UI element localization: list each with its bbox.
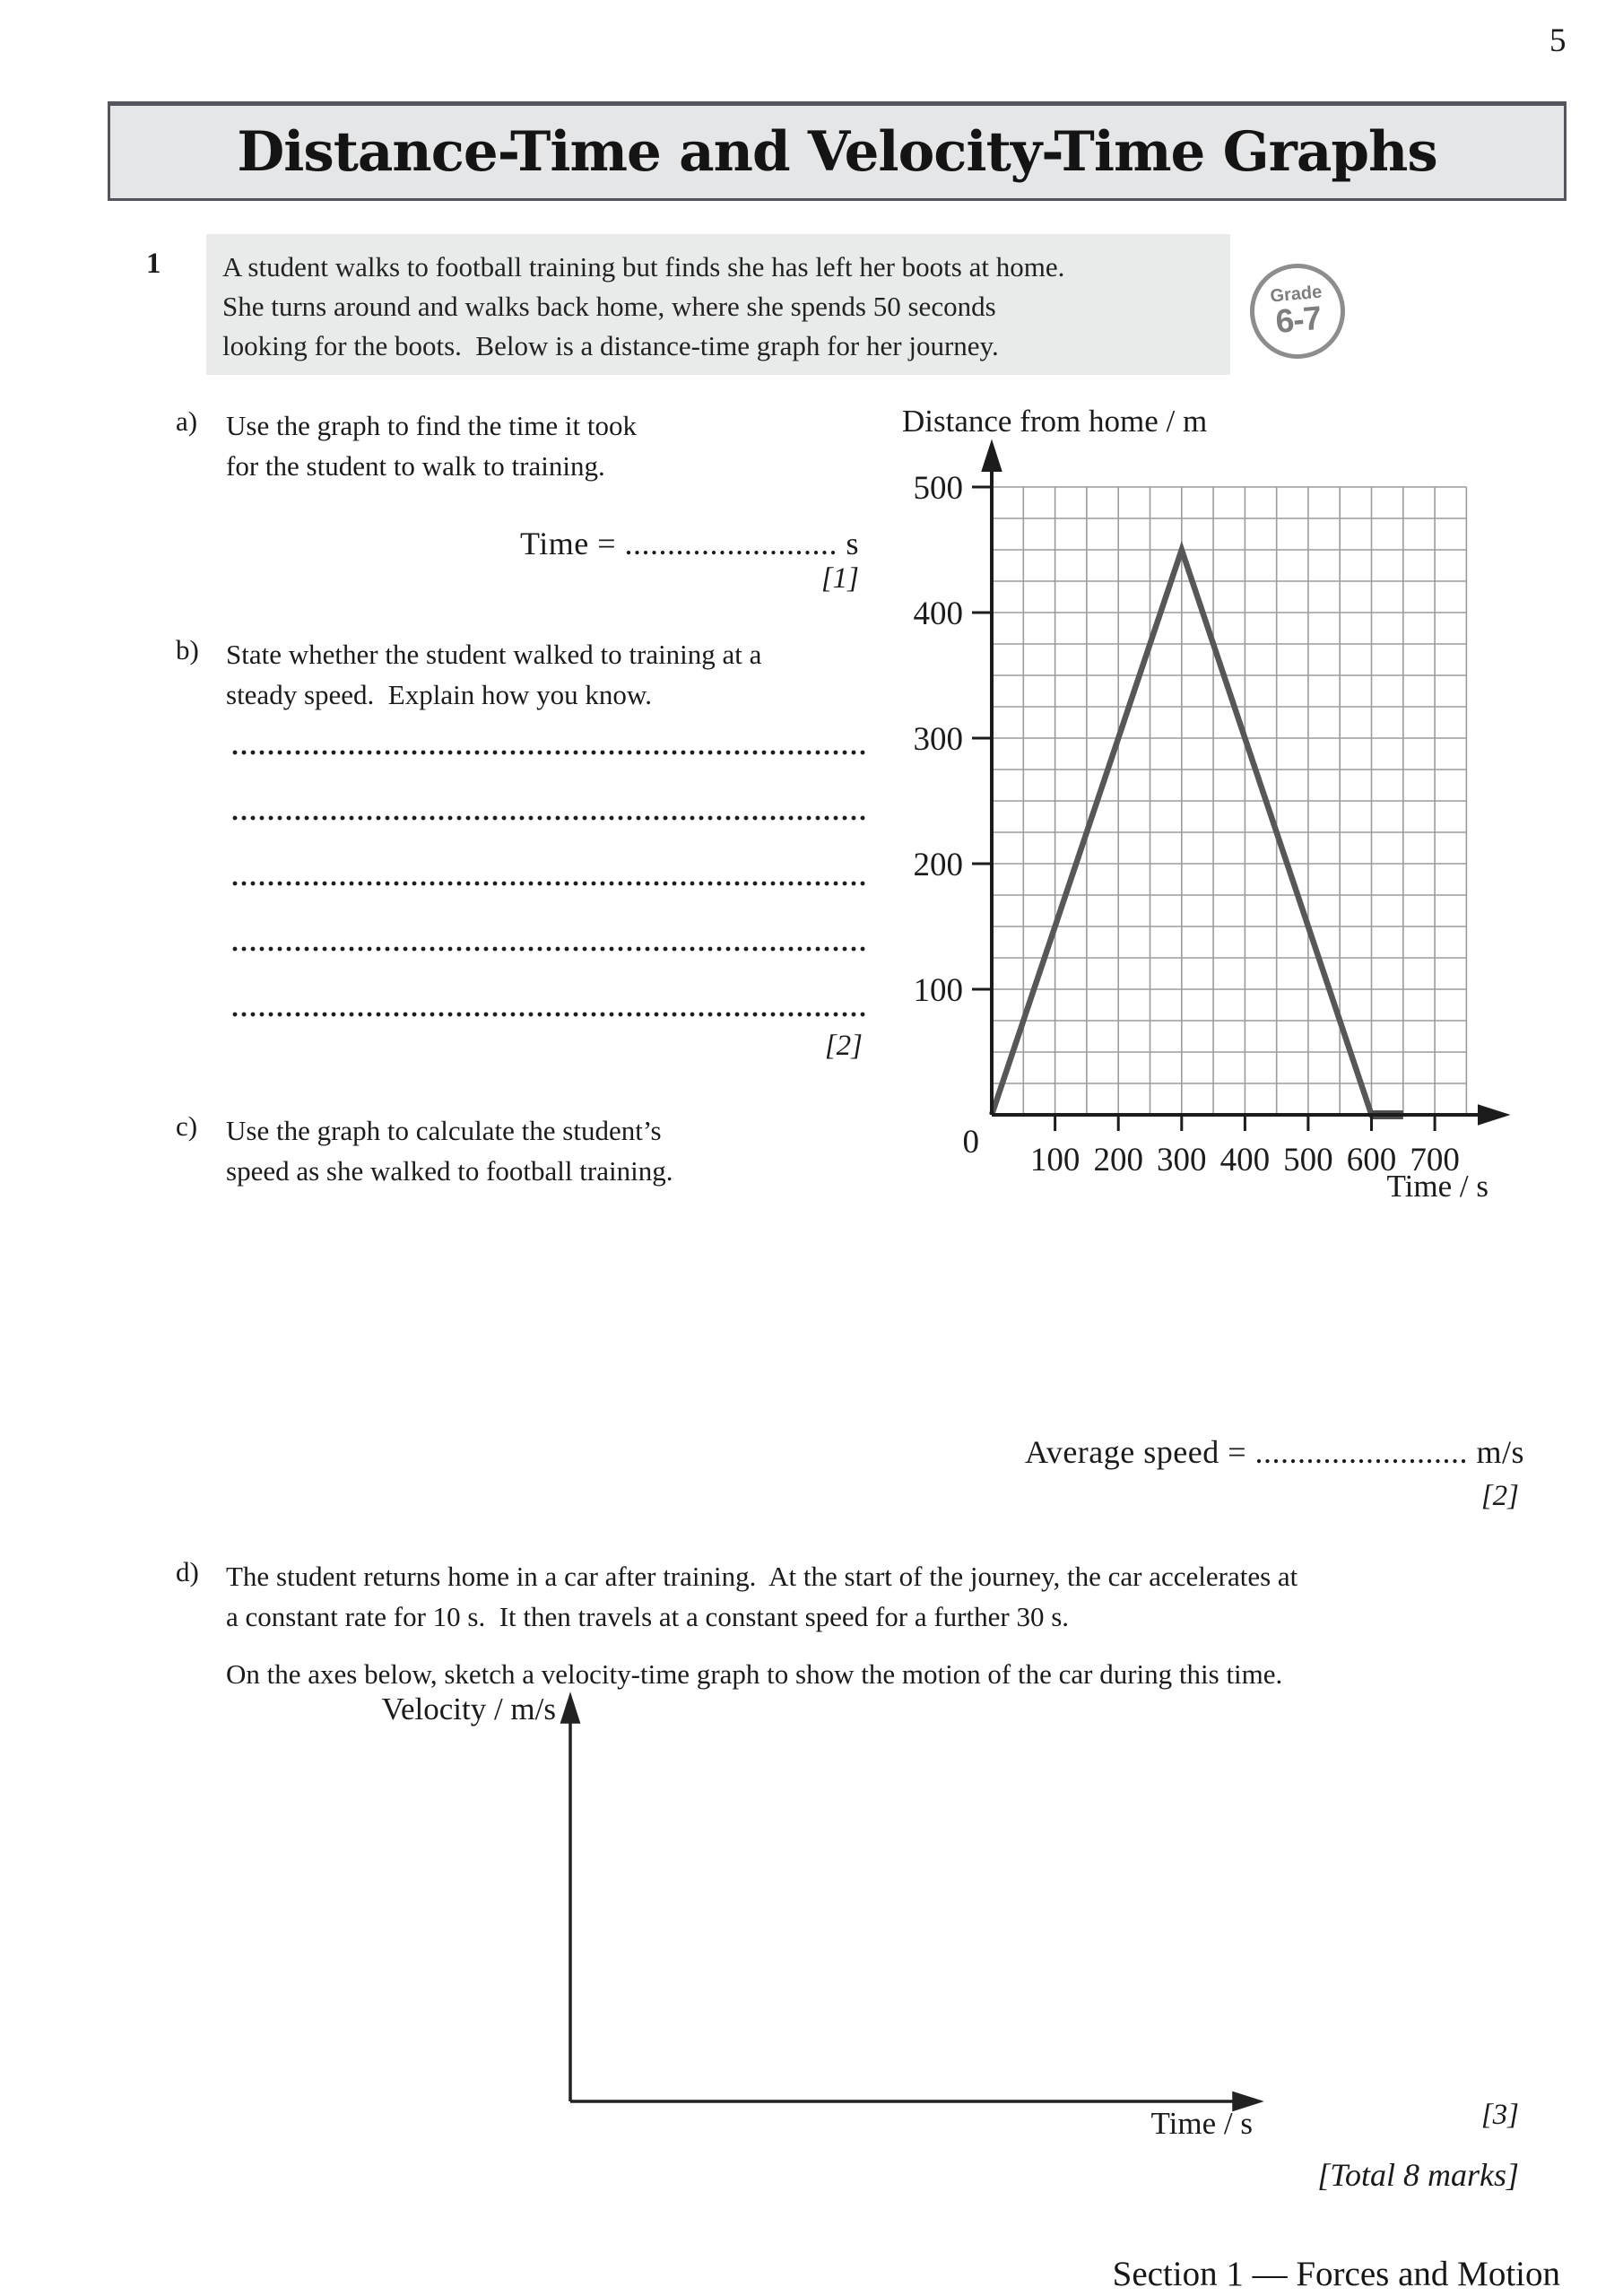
svg-text:100: 100	[1029, 1142, 1081, 1178]
answer-line[interactable]	[230, 1012, 867, 1017]
part-a-label: a)	[176, 405, 198, 437]
question-number: 1	[146, 248, 161, 280]
distance-time-plot	[897, 386, 1542, 1265]
svg-text:400: 400	[913, 596, 963, 632]
up-arrow-icon	[984, 445, 1000, 470]
intro-line-1: A student walks to football training but finds she has left her boots at home.	[222, 251, 1065, 283]
part-d-instruction: On the axes below, sketch a velocity-time graph to show the motion of the car during this time.	[226, 1658, 1283, 1690]
svg-text:400: 400	[1219, 1142, 1271, 1178]
answer-line[interactable]	[230, 750, 867, 755]
part-b-label: b)	[176, 634, 199, 665]
part-c-answer-blank[interactable]: Average speed = ......................... m/s	[1025, 1434, 1525, 1470]
tick-labels	[914, 470, 1460, 1178]
part-b-marks: [2]	[824, 1030, 863, 1062]
page-number: 5	[1549, 22, 1567, 59]
grid-lines	[992, 487, 1466, 1115]
part-a-answer-blank[interactable]: Time = ......................... s	[520, 526, 860, 561]
svg-text:500: 500	[913, 470, 963, 507]
svg-text:500: 500	[1283, 1142, 1333, 1178]
grade-badge-range: 6-7	[1273, 299, 1323, 341]
grade-badge-label: Grade	[1269, 282, 1324, 307]
svg-text:200: 200	[1093, 1142, 1143, 1178]
part-b-line-2: steady speed. Explain how you know.	[226, 679, 652, 710]
svg-text:600: 600	[1346, 1142, 1397, 1178]
part-c-line-1: Use the graph to calculate the student’s	[226, 1115, 662, 1146]
grade-badge	[1246, 260, 1350, 363]
part-d-line-1: The student returns home in a car after training. At the start of the journey, the car accelerates at	[226, 1561, 1298, 1592]
part-c-line-2: speed as she walked to football training.	[226, 1155, 673, 1187]
right-arrow-icon	[1480, 1107, 1505, 1123]
velocity-time-axis-title: Time / s	[1150, 2106, 1253, 2141]
svg-text:0: 0	[962, 1124, 979, 1161]
part-c-marks: [2]	[1480, 1480, 1519, 1512]
part-d-label: d)	[176, 1556, 199, 1587]
up-arrow-icon	[562, 1697, 578, 1722]
svg-text:100: 100	[913, 972, 963, 1009]
svg-text:700: 700	[1410, 1142, 1460, 1178]
intro-line-3: looking for the boots. Below is a distance-time graph for her journey.	[222, 330, 999, 361]
answer-line[interactable]	[230, 881, 867, 886]
total-marks: [Total 8 marks]	[1317, 2157, 1519, 2193]
section-footer: Section 1 — Forces and Motion	[1112, 2255, 1560, 2293]
part-a-line-1: Use the graph to find the time it took	[226, 410, 638, 441]
distance-axis-title: Distance from home / m	[902, 404, 1208, 439]
time-axis-title: Time / s	[1386, 1169, 1488, 1204]
title-banner	[108, 101, 1567, 201]
part-d-marks: [3]	[1480, 2099, 1519, 2131]
answer-line[interactable]	[230, 946, 867, 952]
question-intro-text	[222, 248, 1218, 366]
part-d-line-2: a constant rate for 10 s. It then travels at a constant speed for a further 30 s.	[226, 1601, 1070, 1632]
part-c-text	[226, 1110, 782, 1191]
part-b-line-1: State whether the student walked to training at a	[226, 639, 762, 670]
tick-marks	[972, 487, 1435, 1131]
page-title: Distance-Time and Velocity-Time Graphs	[237, 120, 1437, 184]
svg-text:300: 300	[1157, 1142, 1207, 1178]
part-a-marks: [1]	[820, 562, 859, 595]
part-c-label: c)	[176, 1110, 198, 1142]
svg-text:300: 300	[913, 721, 963, 758]
svg-text:200: 200	[913, 847, 963, 883]
part-a-line-2: for the student to walk to training.	[226, 450, 605, 482]
velocity-axis-title: Velocity / m/s	[381, 1692, 556, 1726]
part-b-text	[226, 634, 854, 715]
part-a-text	[226, 405, 728, 486]
part-d-text	[226, 1556, 1535, 1637]
answer-line[interactable]	[230, 815, 867, 821]
intro-line-2: She turns around and walks back home, where she spends 50 seconds	[222, 291, 996, 322]
